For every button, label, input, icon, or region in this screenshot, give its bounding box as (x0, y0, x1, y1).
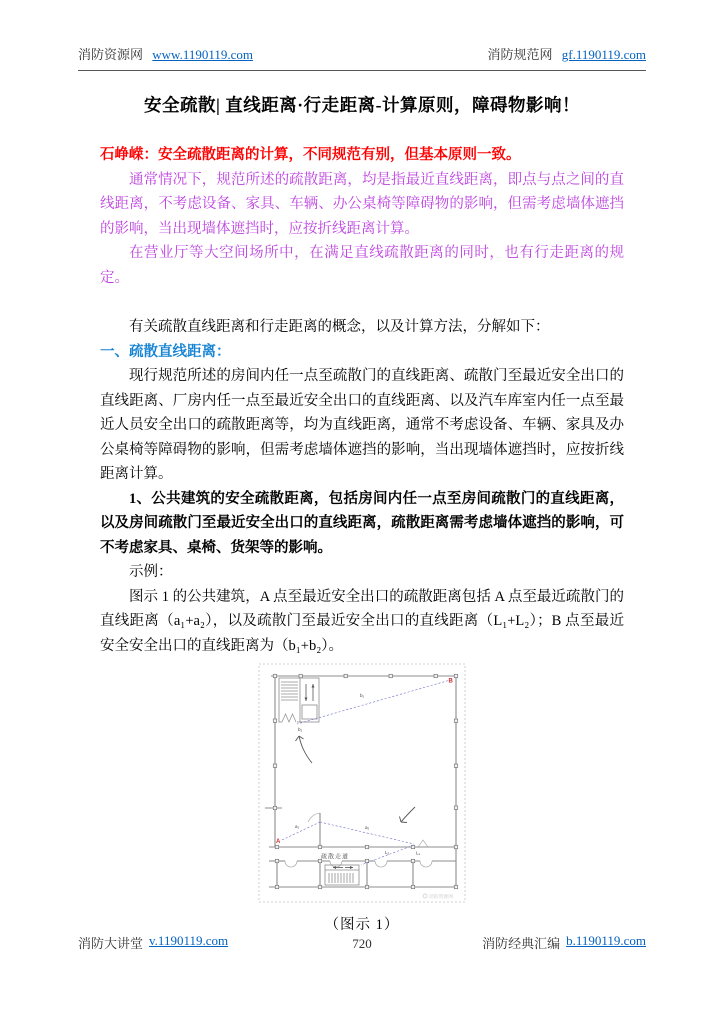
header-right (487, 44, 646, 63)
point-b-label: B (448, 678, 453, 685)
l2-label: L₂ (385, 850, 390, 855)
a2-label: a₂ (365, 825, 370, 830)
b1-label: b₁ (360, 693, 365, 698)
header-left-label: 消防资源网 (78, 47, 144, 62)
b2-label: b₂ (298, 727, 303, 732)
page-header (78, 44, 646, 71)
body-paragraph-1: 现行规范所述的房间内任一点至疏散门的直线距离、疏散门至最近安全出口的直线距离、厂房内任一点至最近安全出口的直线距离、以及汽车库室内任一点至最近人员安全出口的疏散距离等，均为直线距离，通常不考虑设备、车辆、家具及办公桌椅等障碍物的影响，但需考虑墙体遮挡的影响，当出现墙体遮挡时，应按折线距离计算。 (100, 368, 624, 482)
page-title: 安全疏散| 直线距离·行走距离-计算原则，障碍物影响！ (144, 95, 580, 115)
item-1-paragraph: 1、公共建筑的安全疏散距离，包括房间内任一点至房间疏散门的直线距离，以及房间疏散门至最近安全出口的直线距离，疏散距离需考虑墙体遮挡的影响，可不考虑家具、桌椅、货架等的影响。 (100, 490, 624, 556)
section-1-heading: 一、疏散直线距离： (100, 343, 231, 360)
header-right-link[interactable]: gf.1190119.com (561, 47, 646, 62)
header-left (78, 44, 253, 63)
magenta-paragraph-1: 通常情况下，规范所述的疏散距离，均是指最近直线距离，即点与点之间的直线距离，不考虑设备、家具、车辆、办公桌椅等障碍物的影响，但需考虑墙体遮挡的影响，当出现墙体遮挡时，应按折线距离计算。 (100, 171, 624, 237)
l1-label: L₁ (416, 850, 421, 856)
footer-left-label: 消防大讲堂 (78, 936, 144, 951)
watermark-label: 消防资源网 (429, 895, 453, 900)
page-number: 720 (352, 936, 372, 951)
author-note-paragraph: 石峥嵘：安全疏散距离的计算，不同规范有别，但基本原则一致。 (100, 147, 521, 163)
corridor-label: 疏散走道 (321, 854, 350, 861)
document-content (100, 84, 624, 934)
footer-right (372, 933, 646, 952)
footer-right-link[interactable]: b.1190119.com (566, 933, 646, 948)
header-right-label: 消防规范网 (487, 47, 553, 62)
point-a-label: A (276, 839, 281, 845)
figure-1 (100, 661, 624, 911)
floor-plan-figure (255, 661, 469, 906)
page-footer (78, 933, 646, 952)
footer-right-label: 消防经典汇编 (482, 936, 561, 951)
magenta-paragraph-2: 在营业厅等大空间场所中，在满足直线疏散距离的同时，也有行走距离的规定。 (100, 245, 624, 286)
figure-caption: （图示 1） (324, 917, 400, 933)
header-left-link[interactable]: www.1190119.com (152, 47, 254, 62)
intro-paragraph: 有关疏散直线距离和行走距离的概念，以及计算方法，分解如下： (129, 319, 550, 335)
example-label: 示例： (129, 564, 173, 580)
a1-label: a₁ (295, 824, 300, 829)
example-paragraph: 图示 1 的公共建筑，A 点至最近安全出口的疏散距离包括 A 点至最近疏散门的直线距离（a₁+a₂），以及疏散门至最近安全出口的直线距离（L₁+L₂）；B 点至最近安全安全出口的直线距离为（b₁+b₂）。 (100, 588, 624, 654)
footer-left (78, 933, 352, 952)
footer-left-link[interactable]: v.1190119.com (149, 933, 229, 948)
